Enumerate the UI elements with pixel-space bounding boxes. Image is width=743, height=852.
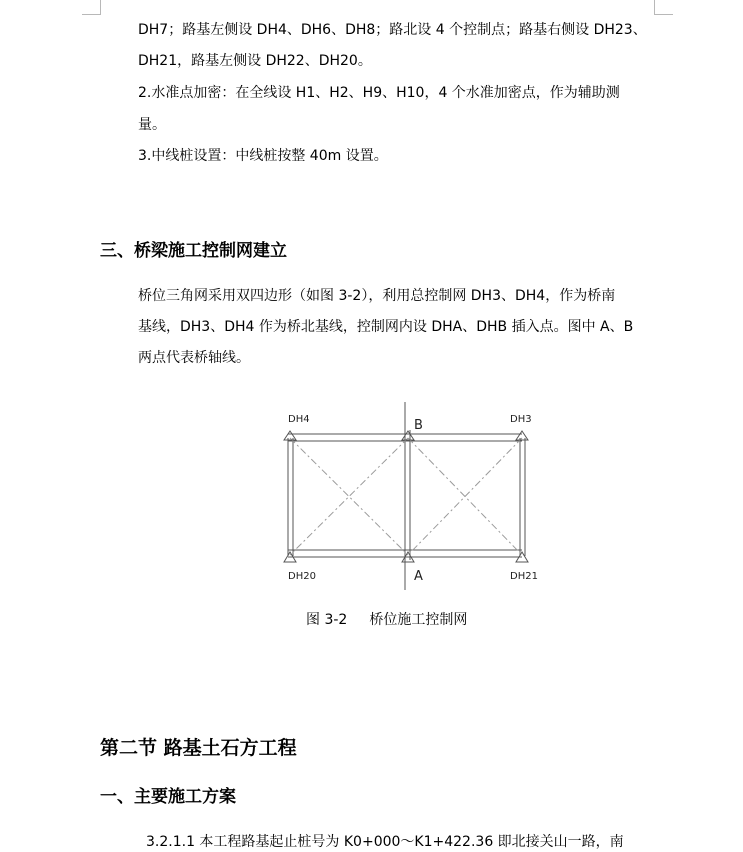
station-label-dh20: DH20 [288, 571, 316, 582]
station-label-dh3: DH3 [510, 414, 532, 425]
point-label-b: B [414, 418, 423, 433]
subsection-heading-construction-plan: 一、主要施工方案 [100, 787, 236, 807]
bridge-para-line-1: 桥位三角网采用双四边形（如图 3-2），利用总控制网 DH3、DH4，作为桥南 [138, 288, 616, 304]
page-corner-mark-right [654, 0, 673, 15]
figure-caption-number: 图 3-2 [306, 612, 348, 628]
point-label-a: A [414, 569, 423, 584]
chapter-first-line: 3.2.1.1 本工程路基起止桩号为 K0+000～K1+422.36 即北接关山一路，南 [146, 834, 624, 850]
page-corner-mark-left [82, 0, 101, 15]
station-label-dh21: DH21 [510, 571, 538, 582]
intro-line-3: 2.水准点加密：在全线设 H1、H2、H9、H10，4 个水准加密点，作为辅助测 [138, 85, 620, 101]
bridge-para-line-3: 两点代表桥轴线。 [138, 350, 250, 366]
station-label-dh4: DH4 [288, 414, 310, 425]
intro-line-4: 量。 [138, 117, 166, 133]
chapter-title: 第二节 路基土石方工程 [100, 737, 297, 759]
intro-line-1: DH7；路基左侧设 DH4、DH6、DH8；路北设 4 个控制点；路基右侧设 DH23、 [138, 22, 647, 38]
section-heading-bridge-control: 三、桥梁施工控制网建立 [100, 241, 287, 261]
intro-line-2: DH21，路基左侧设 DH22、DH20。 [138, 53, 372, 69]
intro-line-5: 3.中线桩设置：中线桩按整 40m 设置。 [138, 148, 388, 164]
bridge-para-line-2: 基线，DH3、DH4 作为桥北基线，控制网内设 DHA、DHB 插入点。图中 A、B [138, 319, 634, 335]
figure-caption [306, 610, 467, 630]
bridge-control-network-diagram [270, 398, 550, 598]
figure-caption-title: 桥位施工控制网 [369, 612, 468, 628]
